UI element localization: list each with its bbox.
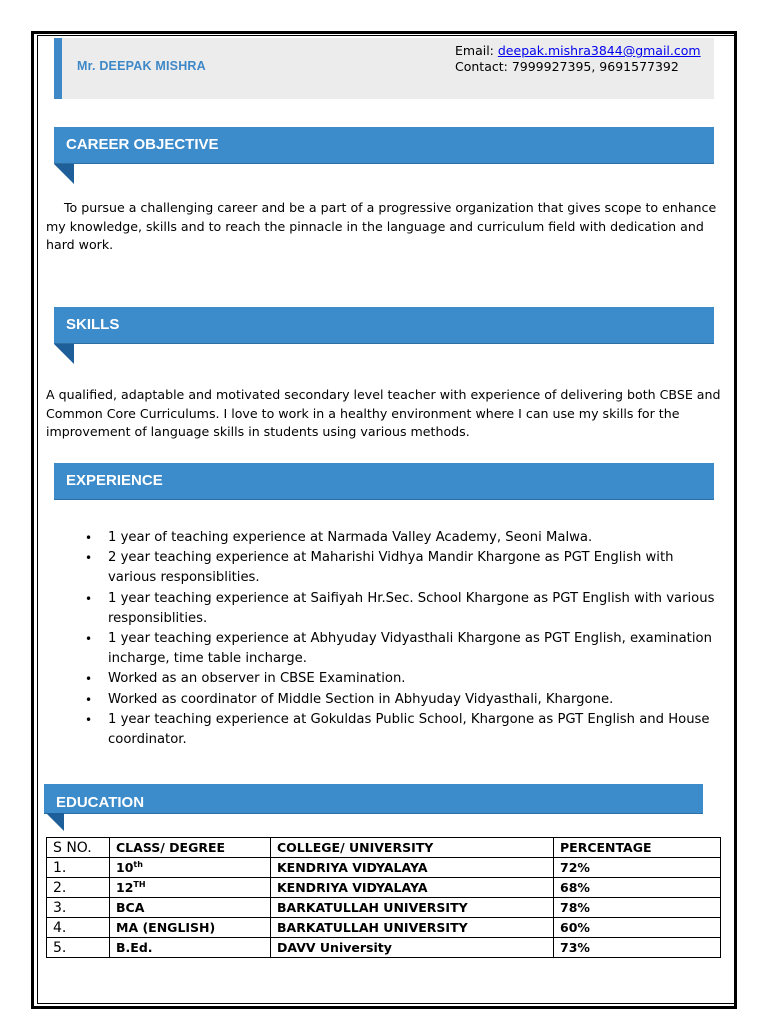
phone-numbers: 7999927395, 9691577392	[511, 59, 679, 74]
table-row	[47, 858, 721, 878]
table-cell: 68%	[554, 878, 721, 898]
experience-item-text: 1 year teaching experience at Gokuldas Public School, Khargone as PGT English and House coordinator.	[108, 711, 710, 748]
list-item	[85, 629, 715, 669]
table-cell: KENDRIYA VIDYALAYA	[271, 878, 554, 898]
column-header: CLASS/ DEGREE	[110, 838, 271, 858]
degree-text: 10	[116, 859, 134, 875]
column-header: S NO.	[47, 838, 110, 858]
education-ribbon-fold	[46, 813, 64, 831]
degree-text: MA (ENGLISH)	[116, 919, 216, 935]
column-header: PERCENTAGE	[554, 838, 721, 858]
table-cell: BARKATULLAH UNIVERSITY	[271, 918, 554, 938]
table-cell: BARKATULLAH UNIVERSITY	[271, 898, 554, 918]
skills-ribbon-fold	[54, 344, 74, 364]
experience-item-text: 1 year teaching experience at Saifiyah Hr.Sec. School Khargone as PGT English with various responsiblities.	[108, 590, 715, 626]
experience-item-text: Worked as an observer in CBSE Examination.	[108, 671, 406, 687]
experience-heading-bar	[54, 463, 714, 500]
table-row	[47, 898, 721, 918]
education-heading-bar	[44, 784, 703, 814]
bullet-icon: •	[85, 672, 93, 687]
table-cell: DAVV University	[271, 938, 554, 958]
table-cell: KENDRIYA VIDYALAYA	[271, 858, 554, 878]
career-objective-text: To pursue a challenging career and be a part of a progressive organization that gives scope to enhance my knowledge, skills and to reach the pinnacle in the language and curriculum field with dedication and hard work.	[46, 200, 717, 252]
table-cell: 4.	[47, 918, 110, 938]
experience-list	[85, 528, 715, 750]
career-objective-heading-bar	[54, 127, 714, 164]
list-item	[85, 710, 715, 750]
table-cell: 78%	[554, 898, 721, 918]
table-cell: 72%	[554, 858, 721, 878]
list-item	[85, 690, 715, 710]
education-title: EDUCATION	[56, 794, 145, 811]
table-cell: 60%	[554, 918, 721, 938]
bullet-icon: •	[85, 632, 93, 647]
table-cell	[110, 898, 271, 918]
skills-text: A qualified, adaptable and motivated secondary level teacher with experience of delivering both CBSE and Common Core Curriculums. I love to work in a healthy environment where I can use my skills for the improvement of language skills in students using various methods.	[46, 387, 721, 439]
candidate-name: Mr. DEEPAK MISHRA	[77, 59, 206, 73]
bullet-icon: •	[85, 692, 93, 707]
degree-superscript: TH	[133, 879, 146, 889]
table-cell: 1.	[47, 858, 110, 878]
table-row	[47, 918, 721, 938]
bullet-icon: •	[85, 551, 93, 566]
experience-item-text: Worked as coordinator of Middle Section in Abhyuday Vidyasthali, Khargone.	[108, 691, 614, 707]
table-cell: 3.	[47, 898, 110, 918]
email-label: Email:	[455, 43, 498, 58]
degree-text: BCA	[116, 899, 145, 915]
degree-superscript: th	[133, 859, 143, 869]
table-row	[47, 878, 721, 898]
table-cell	[110, 878, 271, 898]
career-objective-title: CAREER OBJECTIVE	[66, 136, 219, 153]
bullet-icon: •	[85, 531, 93, 545]
table-cell	[110, 918, 271, 938]
table-cell: 2.	[47, 878, 110, 898]
list-item	[85, 589, 715, 629]
table-cell: 5.	[47, 938, 110, 958]
table-row	[47, 938, 721, 958]
table-cell	[110, 858, 271, 878]
bullet-icon: •	[85, 712, 93, 727]
degree-text: 12	[116, 879, 134, 895]
education-table	[46, 837, 721, 958]
table-cell	[110, 938, 271, 958]
table-header-row	[47, 838, 721, 858]
bullet-icon: •	[85, 591, 93, 606]
experience-item-text: 1 year of teaching experience at Narmada Valley Academy, Seoni Malwa.	[108, 530, 593, 545]
contact-block	[455, 43, 701, 75]
degree-text: B.Ed.	[116, 939, 153, 955]
skills-heading-bar	[54, 307, 714, 344]
experience-item-text: 1 year teaching experience at Abhyuday Vidyasthali Khargone as PGT English, examination incharge, time table incharge.	[108, 631, 712, 667]
skills-title: SKILLS	[66, 316, 120, 333]
email-link[interactable]: deepak.mishra3844@gmail.com	[497, 43, 701, 58]
experience-title: EXPERIENCE	[66, 472, 163, 489]
table-cell: 73%	[554, 938, 721, 958]
career-objective-ribbon-fold	[54, 164, 74, 184]
contact-label: Contact:	[455, 59, 512, 74]
header-accent-bar	[54, 38, 62, 99]
experience-item-text: 2 year teaching experience at Maharishi Vidhya Mandir Khargone as PGT English with various responsiblities.	[108, 550, 674, 586]
column-header: COLLEGE/ UNIVERSITY	[271, 838, 554, 858]
list-item	[85, 669, 715, 689]
list-item	[85, 528, 715, 548]
list-item	[85, 548, 715, 588]
